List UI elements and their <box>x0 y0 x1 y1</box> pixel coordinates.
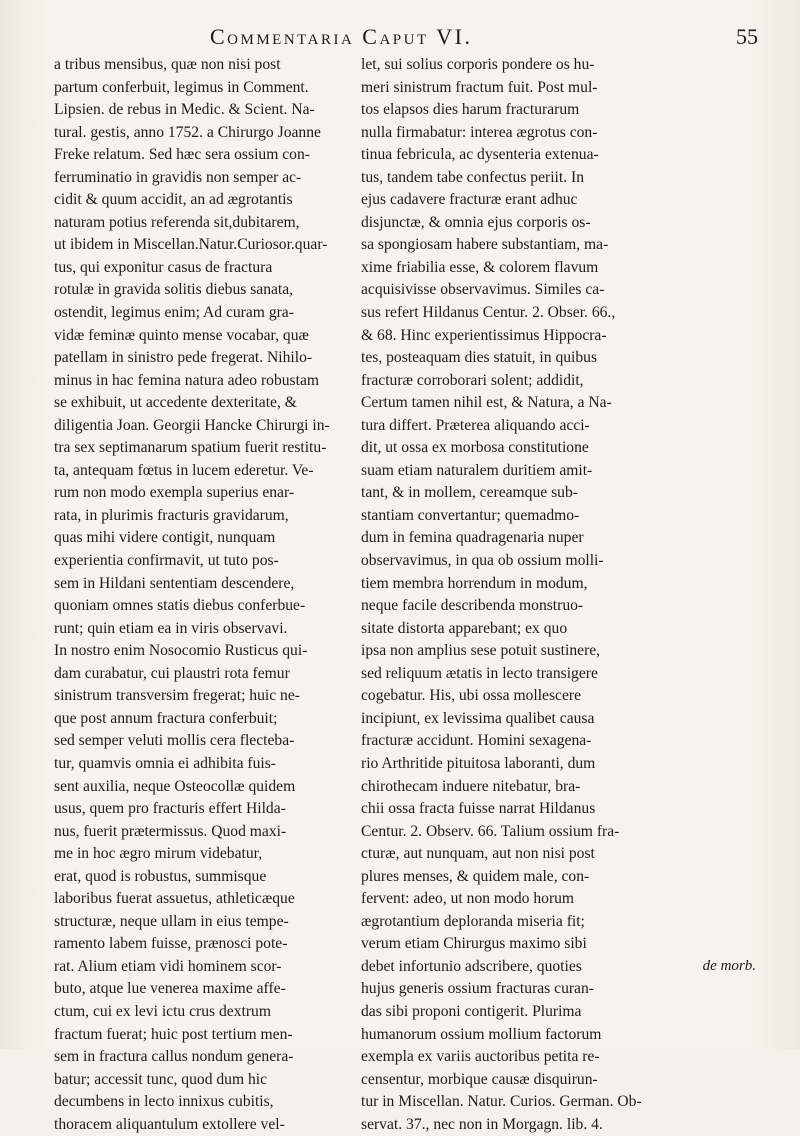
text-line: sed semper veluti mollis cera flecteba- <box>54 732 295 750</box>
text-line: vidæ feminæ quinto mense vocabar, quæ <box>54 326 309 344</box>
text-line: partum conferbuit, legimus in Comment. <box>54 78 309 96</box>
page-number: 55 <box>736 24 758 49</box>
text-line: sitate distorta apparebant; ex quo <box>361 619 568 637</box>
text-line: rat. Alium etiam vidi hominem scor- <box>54 957 282 975</box>
text-line: In nostro enim Nosocomio Rusticus qui- <box>54 642 308 660</box>
text-line: Freke relatum. Sed hæc sera ossium con- <box>54 146 310 164</box>
text-line: meri sinistrum fractum fuit. Post mul- <box>361 78 598 96</box>
text-line: cidit & quum accidit, an ad ægrotantis <box>54 191 293 209</box>
text-line: censentur, morbique causæ disquirun- <box>361 1070 598 1088</box>
text-line: incipiunt, ex levissima qualibet causa <box>361 709 595 727</box>
text-line: observavimus, in qua ob ossium molli- <box>361 552 604 570</box>
text-line: se exhibuit, ut accedente dexteritate, & <box>54 394 297 412</box>
text-line: que post annum fractura conferbuit; <box>54 709 278 727</box>
text-line: ejus cadavere fracturæ erant adhuc <box>361 191 578 209</box>
text-line: das sibi proponi contigerit. Plurima <box>361 1002 582 1020</box>
text-line: dit, ut ossa ex morbosa constitutione <box>361 439 589 457</box>
text-line: tus, qui exponitur casus de fractura <box>54 258 273 276</box>
text-line: Certum tamen nihil est, & Natura, a Na- <box>361 394 612 412</box>
text-line: laboribus fuerat assuetus, athleticæque <box>54 890 295 908</box>
text-line: nulla firmabatur: interea ægrotus con- <box>361 123 598 141</box>
text-line: minus in hac femina natura adeo robustam <box>54 371 320 389</box>
text-line: batur; accessit tunc, quod dum hic <box>54 1070 268 1088</box>
text-line: experientia confirmavit, ut tuto pos- <box>54 552 279 570</box>
text-line: ctum, cui ex levi ictu crus dextrum <box>54 1002 271 1020</box>
text-line: ta, antequam fœtus in lucem ederetur. Ve- <box>54 461 314 479</box>
text-line: chii ossa fracta fuisse narrat Hildanus <box>361 800 596 818</box>
text-line: dam curabatur, cui plaustri rota femur <box>54 664 290 682</box>
text-line: tura differt. Præterea aliquando acci- <box>361 416 590 434</box>
running-title: Commentaria Caput VI. <box>210 24 473 49</box>
text-line: debet infortunio adscribere, quoties <box>361 957 582 975</box>
text-line: sus refert Hildanus Centur. 2. Obser. 66., <box>361 304 616 322</box>
text-line: exempla ex variis auctoribus petita re- <box>361 1048 600 1066</box>
page-header <box>50 24 770 54</box>
text-line: servat. 37., nec non in Morgagn. lib. 4. <box>361 1115 603 1133</box>
text-line: chirothecam induere nitebatur, bra- <box>361 777 581 795</box>
text-line: rio Arthritide pituitosa laboranti, dum <box>361 754 596 772</box>
text-line: verum etiam Chirurgus maximo sibi <box>361 935 587 953</box>
text-line: nus, fuerit prætermissus. Quod maxi- <box>54 822 287 840</box>
text-line: patellam in sinistro pede fregerat. Nihilo- <box>54 349 313 367</box>
text-line: let, sui solius corporis pondere os hu- <box>361 56 595 73</box>
text-line: me in hoc ægro mirum videbatur, <box>54 845 263 863</box>
catchword-row <box>0 958 800 980</box>
text-line: sent auxilia, neque Osteocollæ quidem <box>54 777 296 795</box>
text-line: sem in Hildani sententiam descendere, <box>54 574 295 592</box>
text-line: ferruminatio in gravidis non semper ac- <box>54 168 302 186</box>
text-line: erat, quod is robustus, summisque <box>54 867 267 885</box>
text-line: quas mihi videre contigit, nunquam <box>54 529 276 547</box>
text-line: dum in femina quadragenaria nuper <box>361 529 584 547</box>
text-line: usus, quem pro fracturis effert Hilda- <box>54 800 286 818</box>
text-line: ramento labem fuisse, prænosci pote- <box>54 935 288 953</box>
text-line: quoniam omnes statis diebus conferbue- <box>54 597 306 615</box>
text-line: humanorum ossium mollium factorum <box>361 1025 602 1043</box>
text-line: rata, in plurimis fracturis gravidarum, <box>54 506 289 524</box>
text-line: hujus generis ossium fracturas curan- <box>361 980 594 998</box>
text-line: tiem membra horrendum in modum, <box>361 574 588 592</box>
text-line: tes, posteaquam dies statuit, in quibus <box>361 349 598 367</box>
text-line: & 68. Hinc experientissimus Hippocra- <box>361 326 607 344</box>
text-line: acquisivisse observavimus. Similes ca- <box>361 281 605 299</box>
text-line: sa spongiosam habere substantiam, ma- <box>361 236 609 254</box>
text-line: thoracem aliquantulum extollere vel- <box>54 1115 285 1133</box>
text-line: cogebatur. His, ubi ossa mollescere <box>361 687 581 705</box>
text-line: neque facile describenda monstruo- <box>361 597 584 615</box>
text-line: tur in Miscellan. Natur. Curios. German. Ob- <box>361 1093 642 1111</box>
text-line: rotulæ in gravida solitis diebus sanata, <box>54 281 294 299</box>
text-line: stantiam convertantur; quemadmo- <box>361 506 580 524</box>
text-line: tra sex septimanarum spatium fuerit restitu- <box>54 439 327 457</box>
text-line: tos elapsos dies harum fracturarum <box>361 101 580 119</box>
text-line: buto, atque lue venerea maxime affe- <box>54 980 286 998</box>
text-line: fracturæ accidunt. Homini sexagena- <box>361 732 592 750</box>
text-line: tur, quamvis omnia ei adhibita fuis- <box>54 754 276 772</box>
text-line: structuræ, neque ullam in eius tempe- <box>54 912 289 930</box>
text-line: tinua febricula, ac dysenteria extenua- <box>361 146 599 164</box>
text-line: Centur. 2. Observ. 66. Talium ossium fra- <box>361 822 620 840</box>
text-line: tus, tandem tabe confectus periit. In <box>361 168 585 186</box>
text-line: tural. gestis, anno 1752. a Chirurgo Joanne <box>54 123 321 141</box>
text-line: disjunctæ, & omnia ejus corporis os- <box>361 213 591 231</box>
text-line: fervent: adeo, ut non modo horum <box>361 890 575 908</box>
text-line: fracturæ corroborari solent; addidit, <box>361 371 584 389</box>
text-line: rum non modo exempla superius enar- <box>54 484 295 502</box>
text-line: ostendit, legimus enim; Ad curam gra- <box>54 304 294 322</box>
text-line: tant, & in mollem, cereamque sub- <box>361 484 578 502</box>
text-line: naturam potius referenda sit,dubitarem, <box>54 213 300 231</box>
text-line: xime friabilia esse, & colorem flavum <box>361 258 599 276</box>
text-line: ut ibidem in Miscellan.Natur.Curiosor.quar- <box>54 236 328 254</box>
text-line: sed reliquum ætatis in lecto transigere <box>361 664 598 682</box>
text-line: suam etiam naturalem duritiem amit- <box>361 461 593 479</box>
text-line: sem in fractura callus nondum genera- <box>54 1048 294 1066</box>
text-line: sinistrum transversim fregerat; huic ne- <box>54 687 300 705</box>
text-line: fractum fuerat; huic post tertium men- <box>54 1025 293 1043</box>
text-line: plures menses, & quidem male, con- <box>361 867 590 885</box>
text-line: Lipsien. de rebus in Medic. & Scient. Na- <box>54 101 315 119</box>
text-line: a tribus mensibus, quæ non nisi post <box>54 56 281 73</box>
text-line: decumbens in lecto innixus cubitis, <box>54 1093 274 1111</box>
text-line: runt; quin etiam ea in viris observavi. <box>54 619 288 637</box>
text-line: cturæ, aut nunquam, aut non nisi post <box>361 845 595 863</box>
catchword: de morb. <box>702 958 756 974</box>
text-line: diligentia Joan. Georgii Hancke Chirurgi in- <box>54 416 330 434</box>
text-line: ipsa non amplius sese potuit sustinere, <box>361 642 601 660</box>
text-line: ægrotantium deploranda miseria fit; <box>361 912 585 930</box>
